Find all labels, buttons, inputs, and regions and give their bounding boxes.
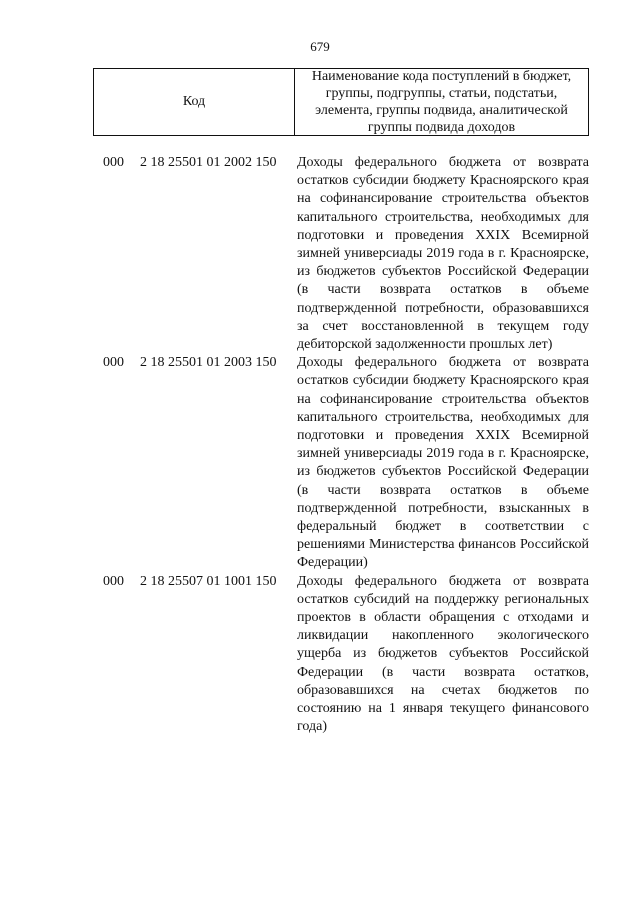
admin-code: 000 bbox=[103, 573, 124, 589]
table-header bbox=[93, 68, 589, 136]
income-description: Доходы федерального бюджета от возврата остатков субсидий на поддержку региональных проектов в области обращения с отходами и ликвидации накопленного экологического ущерба из бюджетов субъектов Российской Федерации (в части возврата остатков, образовавшихся на счетах бюджетов по состоянию на 1 января текущего финансового года) bbox=[297, 573, 589, 735]
header-code-cell: Код bbox=[94, 69, 295, 135]
admin-code: 000 bbox=[103, 155, 124, 170]
budget-code: 2 18 25501 01 2003 150 bbox=[140, 355, 277, 371]
income-code-list bbox=[0, 154, 640, 737]
table-row bbox=[0, 573, 640, 737]
budget-code: 2 18 25507 01 1001 150 bbox=[140, 573, 277, 589]
header-name-cell: Наименование кода поступлений в бюджет, группы, подгруппы, статьи, подстатьи, элемента, группы подвида, аналитической группы подвида доходов bbox=[311, 69, 572, 135]
page-number: 679 bbox=[310, 39, 330, 54]
income-description: Доходы федерального бюджета от возврата остатков субсидии бюджету Красноярского края на софинансирование строительства объектов капитального строительства, необходимых для подготовки и проведения XXIX Всемирной зимней универсиады 2019 года в г. Красноярске, из бюджетов субъектов Российской Федерации (в части возврата остатков в объеме подтвержденной потребности, взысканных в федеральный бюджет в соответствии с решениями Министерства финансов Российской Федерации) bbox=[297, 355, 589, 571]
table-row bbox=[0, 354, 640, 572]
income-description: Доходы федерального бюджета от возврата остатков субсидии бюджету Красноярского края на софинансирование строительства объектов капитального строительства, необходимых для подготовки и проведения XXIX Всемирной зимней универсиады 2019 года в г. Красноярске, из бюджетов субъектов Российской Федерации (в части возврата остатков в объеме подтвержденной потребности, образовавшихся за счет восстановленной в текущем году дебиторской задолженности прошлых лет) bbox=[297, 155, 589, 353]
budget-code: 2 18 25501 01 2002 150 bbox=[140, 155, 277, 170]
table-row bbox=[0, 154, 640, 354]
admin-code: 000 bbox=[103, 355, 124, 371]
